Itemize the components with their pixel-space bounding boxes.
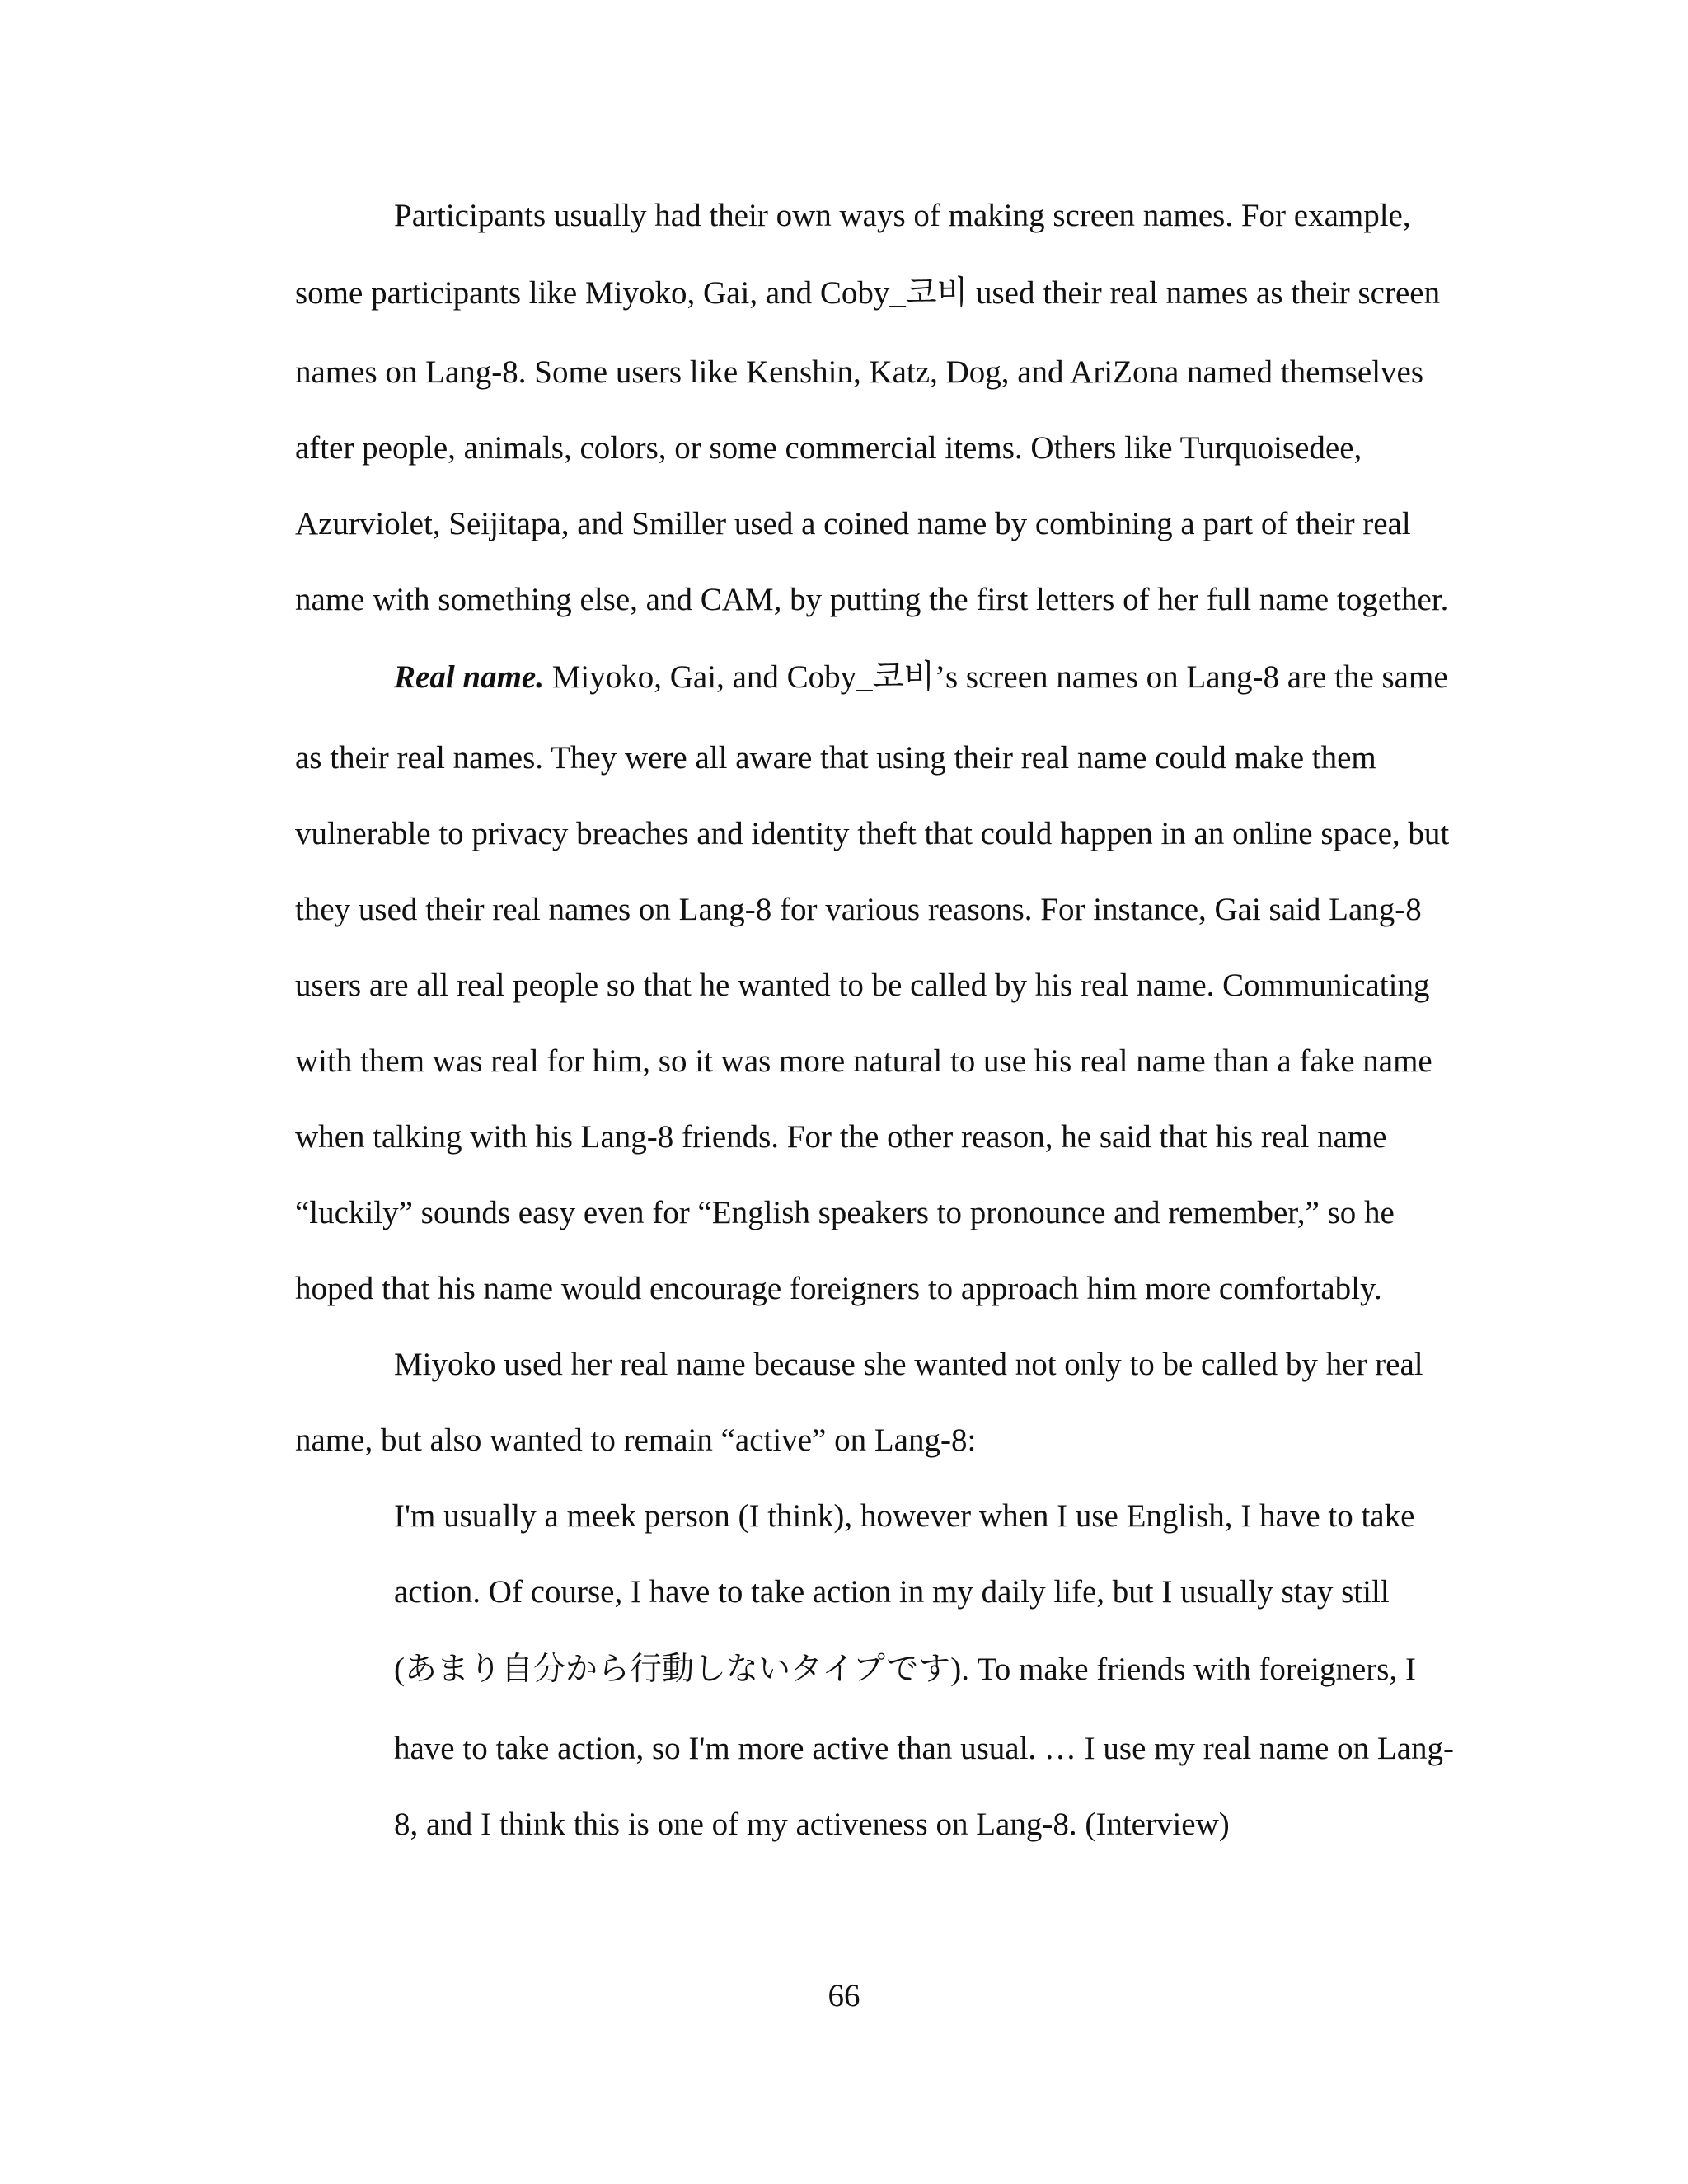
interview-quote-line-4: have to take action, so I'm more active than usual. … I use my real name on Lang- bbox=[394, 1731, 1455, 1766]
interview-quote-line-3: (あまり自分から行動しないタイプです). To make friends with foreigners, I bbox=[394, 1652, 1416, 1687]
interview-quote-line-5: 8, and I think this is one of my activeness on Lang-8. (Interview) bbox=[394, 1807, 1230, 1842]
paragraph-2-line-9: hoped that his name would encourage foreigners to approach him more comfortably. bbox=[295, 1271, 1382, 1306]
interview-quote-line-2: action. Of course, I have to take action in my daily life, but I usually stay still bbox=[394, 1574, 1390, 1610]
real-name-heading-text: Miyoko, Gai, and Coby_코비’s screen names on Lang-8 are the same bbox=[544, 659, 1448, 695]
interview-quote-line-1: I'm usually a meek person (I think), however when I use English, I have to take bbox=[394, 1498, 1415, 1534]
paragraph-3-line-2: name, but also wanted to remain “active” on Lang-8: bbox=[295, 1422, 977, 1458]
paragraph-1-line-4: after people, animals, colors, or some commercial items. Others like Turquoisedee, bbox=[295, 430, 1362, 466]
paragraph-1-line-6: name with something else, and CAM, by putting the first letters of her full name together. bbox=[295, 582, 1449, 617]
paragraph-2-line-3: vulnerable to privacy breaches and identity theft that could happen in an online space, but bbox=[295, 816, 1450, 851]
page-number: 66 bbox=[828, 1978, 860, 2013]
real-name-heading: Real name. bbox=[394, 659, 544, 695]
paragraph-3-line-1: Miyoko used her real name because she wanted not only to be called by her real bbox=[394, 1347, 1423, 1382]
paragraph-1-line-2: some participants like Miyoko, Gai, and Coby_코비 used their real names as their screen bbox=[295, 275, 1441, 311]
paragraph-2-line-6: with them was real for him, so it was more natural to use his real name than a fake name bbox=[295, 1043, 1432, 1079]
paragraph-1-line-1: Participants usually had their own ways of making screen names. For example, bbox=[394, 198, 1411, 233]
paragraph-2-line-7: when talking with his Lang-8 friends. For the other reason, he said that his real name bbox=[295, 1119, 1387, 1155]
paragraph-2-line-4: they used their real names on Lang-8 for various reasons. For instance, Gai said Lang-8 bbox=[295, 892, 1422, 927]
real-name-heading-line bbox=[394, 658, 1448, 697]
paragraph-2-line-8: “luckily” sounds easy even for “English speakers to pronounce and remember,” so he bbox=[295, 1195, 1395, 1230]
paragraph-1-line-5: Azurviolet, Seijitapa, and Smiller used a coined name by combining a part of their real bbox=[295, 506, 1411, 541]
paragraph-2-line-5: users are all real people so that he wanted to be called by his real name. Communicating bbox=[295, 968, 1430, 1003]
paragraph-1-line-3: names on Lang-8. Some users like Kenshin, Katz, Dog, and AriZona named themselves bbox=[295, 354, 1424, 390]
paragraph-2-line-2: as their real names. They were all aware that using their real name could make them bbox=[295, 740, 1376, 776]
